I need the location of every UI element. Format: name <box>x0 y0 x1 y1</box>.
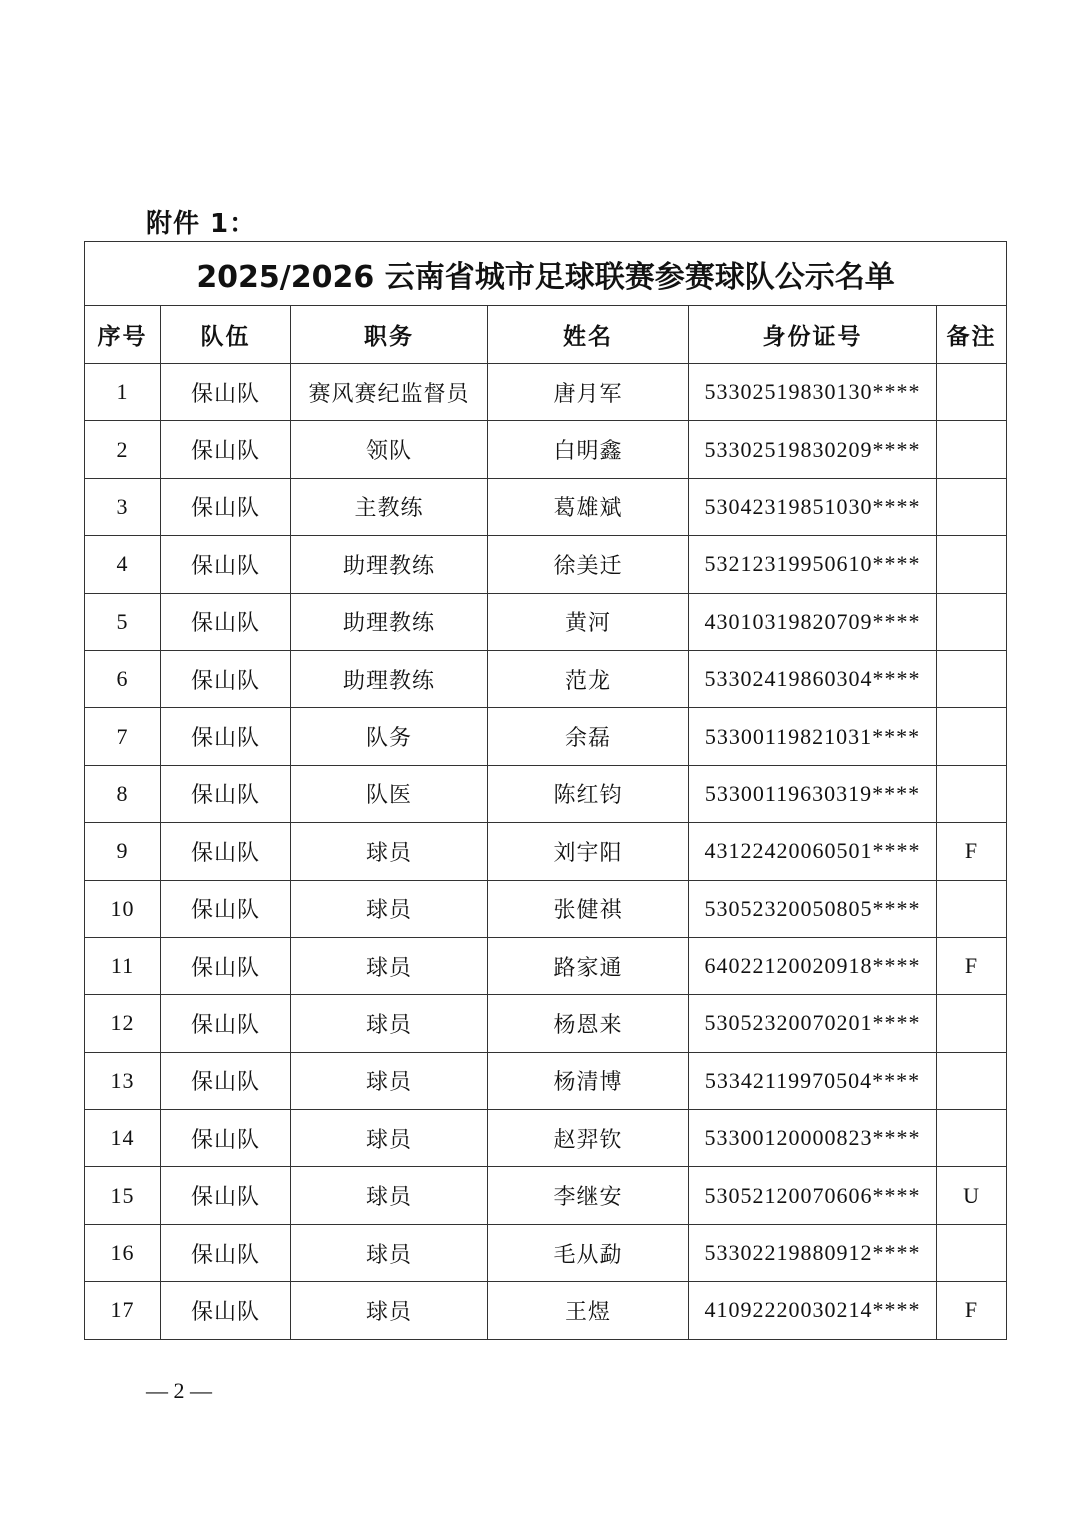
table-row <box>85 937 1007 994</box>
cell-note <box>937 765 1007 822</box>
cell-role: 球员 <box>291 937 488 994</box>
cell-name: 余磊 <box>488 708 689 765</box>
cell-id-number: 53300119630319**** <box>689 765 937 822</box>
cell-no: 13 <box>85 1052 161 1109</box>
table-title: 2025/2026 云南省城市足球联赛参赛球队公示名单 <box>85 242 1007 306</box>
cell-no: 3 <box>85 478 161 535</box>
cell-note: F <box>937 1282 1007 1339</box>
cell-team: 保山队 <box>161 765 291 822</box>
cell-no: 17 <box>85 1282 161 1339</box>
cell-id-number: 43122420060501**** <box>689 823 937 880</box>
cell-note: F <box>937 937 1007 994</box>
table-row <box>85 421 1007 478</box>
attachment-label: 附件 1： <box>146 209 257 239</box>
cell-name: 王煜 <box>488 1282 689 1339</box>
cell-name: 范龙 <box>488 650 689 707</box>
cell-id-number: 53302519830209**** <box>689 421 937 478</box>
cell-role: 球员 <box>291 1052 488 1109</box>
cell-team: 保山队 <box>161 880 291 937</box>
cell-role: 球员 <box>291 880 488 937</box>
cell-note <box>937 880 1007 937</box>
cell-role: 球员 <box>291 1224 488 1281</box>
cell-id-number: 64022120020918**** <box>689 937 937 994</box>
cell-no: 7 <box>85 708 161 765</box>
cell-note: U <box>937 1167 1007 1224</box>
cell-note <box>937 478 1007 535</box>
cell-role: 领队 <box>291 421 488 478</box>
cell-note <box>937 708 1007 765</box>
cell-team: 保山队 <box>161 823 291 880</box>
cell-note <box>937 364 1007 421</box>
cell-no: 16 <box>85 1224 161 1281</box>
roster-table <box>84 241 1007 1340</box>
cell-role: 助理教练 <box>291 536 488 593</box>
table-row <box>85 995 1007 1052</box>
cell-note <box>937 650 1007 707</box>
cell-team: 保山队 <box>161 1052 291 1109</box>
cell-note <box>937 1052 1007 1109</box>
cell-note <box>937 995 1007 1052</box>
cell-id-number: 53052320070201**** <box>689 995 937 1052</box>
cell-role: 队务 <box>291 708 488 765</box>
cell-team: 保山队 <box>161 1167 291 1224</box>
cell-id-number: 53302419860304**** <box>689 650 937 707</box>
cell-name: 杨清博 <box>488 1052 689 1109</box>
cell-name: 赵羿钦 <box>488 1110 689 1167</box>
cell-no: 2 <box>85 421 161 478</box>
cell-no: 8 <box>85 765 161 822</box>
cell-team: 保山队 <box>161 1282 291 1339</box>
cell-name: 白明鑫 <box>488 421 689 478</box>
table-row <box>85 823 1007 880</box>
cell-no: 1 <box>85 364 161 421</box>
cell-name: 刘宇阳 <box>488 823 689 880</box>
table-row <box>85 1224 1007 1281</box>
table-row <box>85 765 1007 822</box>
table-row <box>85 880 1007 937</box>
cell-name: 黄河 <box>488 593 689 650</box>
cell-team: 保山队 <box>161 536 291 593</box>
table-header-row <box>85 306 1007 364</box>
cell-role: 球员 <box>291 1282 488 1339</box>
cell-name: 杨恩来 <box>488 995 689 1052</box>
table-row <box>85 364 1007 421</box>
cell-role: 球员 <box>291 1110 488 1167</box>
cell-name: 李继安 <box>488 1167 689 1224</box>
header-no: 序号 <box>85 306 161 364</box>
cell-name: 张健祺 <box>488 880 689 937</box>
cell-no: 10 <box>85 880 161 937</box>
table-row <box>85 650 1007 707</box>
cell-name: 葛雄斌 <box>488 478 689 535</box>
header-note: 备注 <box>937 306 1007 364</box>
cell-id-number: 53042319851030**** <box>689 478 937 535</box>
cell-no: 4 <box>85 536 161 593</box>
cell-id-number: 53212319950610**** <box>689 536 937 593</box>
cell-team: 保山队 <box>161 995 291 1052</box>
table-row <box>85 536 1007 593</box>
table-row <box>85 1167 1007 1224</box>
header-id: 身份证号 <box>689 306 937 364</box>
table-row <box>85 1052 1007 1109</box>
cell-id-number: 53302519830130**** <box>689 364 937 421</box>
cell-id-number: 53302219880912**** <box>689 1224 937 1281</box>
cell-note: F <box>937 823 1007 880</box>
cell-role: 队医 <box>291 765 488 822</box>
cell-team: 保山队 <box>161 1224 291 1281</box>
cell-name: 唐月军 <box>488 364 689 421</box>
cell-team: 保山队 <box>161 937 291 994</box>
cell-role: 球员 <box>291 995 488 1052</box>
cell-name: 路家通 <box>488 937 689 994</box>
cell-team: 保山队 <box>161 364 291 421</box>
cell-team: 保山队 <box>161 1110 291 1167</box>
cell-no: 5 <box>85 593 161 650</box>
page-number: — 2 — <box>146 1378 212 1403</box>
cell-id-number: 53342119970504**** <box>689 1052 937 1109</box>
cell-role: 主教练 <box>291 478 488 535</box>
cell-note <box>937 421 1007 478</box>
cell-role: 赛风赛纪监督员 <box>291 364 488 421</box>
table-row <box>85 478 1007 535</box>
cell-role: 助理教练 <box>291 593 488 650</box>
cell-team: 保山队 <box>161 593 291 650</box>
table-row <box>85 593 1007 650</box>
cell-note <box>937 1224 1007 1281</box>
header-name: 姓名 <box>488 306 689 364</box>
table-row <box>85 1110 1007 1167</box>
cell-note <box>937 1110 1007 1167</box>
cell-team: 保山队 <box>161 421 291 478</box>
cell-role: 球员 <box>291 1167 488 1224</box>
cell-name: 陈红钧 <box>488 765 689 822</box>
cell-team: 保山队 <box>161 708 291 765</box>
table-title-row <box>85 242 1007 306</box>
cell-name: 徐美迁 <box>488 536 689 593</box>
header-team: 队伍 <box>161 306 291 364</box>
cell-no: 15 <box>85 1167 161 1224</box>
header-role: 职务 <box>291 306 488 364</box>
cell-note <box>937 593 1007 650</box>
cell-no: 9 <box>85 823 161 880</box>
cell-note <box>937 536 1007 593</box>
cell-id-number: 53052320050805**** <box>689 880 937 937</box>
cell-team: 保山队 <box>161 478 291 535</box>
cell-name: 毛从勐 <box>488 1224 689 1281</box>
cell-no: 12 <box>85 995 161 1052</box>
cell-role: 助理教练 <box>291 650 488 707</box>
cell-no: 14 <box>85 1110 161 1167</box>
cell-id-number: 43010319820709**** <box>689 593 937 650</box>
cell-id-number: 53300120000823**** <box>689 1110 937 1167</box>
cell-role: 球员 <box>291 823 488 880</box>
cell-id-number: 41092220030214**** <box>689 1282 937 1339</box>
cell-team: 保山队 <box>161 650 291 707</box>
cell-no: 6 <box>85 650 161 707</box>
table-row <box>85 1282 1007 1339</box>
cell-id-number: 53052120070606**** <box>689 1167 937 1224</box>
cell-id-number: 53300119821031**** <box>689 708 937 765</box>
cell-no: 11 <box>85 937 161 994</box>
table-row <box>85 708 1007 765</box>
